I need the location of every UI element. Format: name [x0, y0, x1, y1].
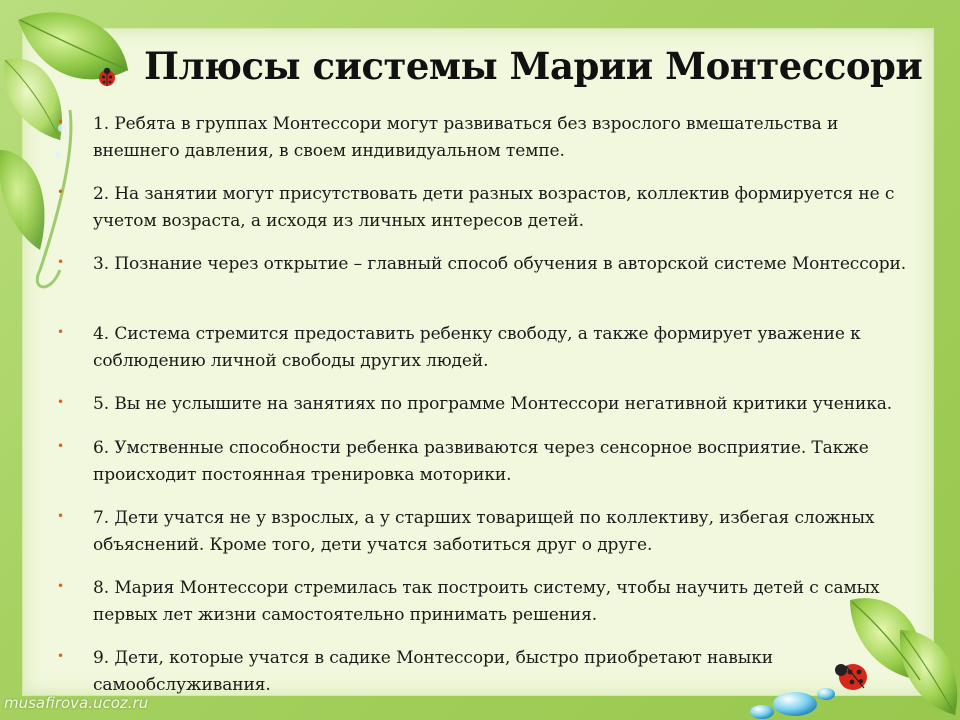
bullet-icon: • [57, 579, 64, 593]
list-item [57, 505, 913, 559]
list-item [57, 435, 913, 489]
list-item-text: 7. Дети учатся не у взрослых, а у старших товарищей по коллективу, избегая сложных объяснений. Кроме того, дети учатся заботиться друг о друге. [93, 508, 875, 555]
list-item-text: 4. Система стремится предоставить ребенку свободу, а также формирует уважение к соблюдению личной свободы других людей. [93, 324, 861, 371]
list-item [57, 391, 913, 418]
bullet-icon: • [57, 509, 64, 523]
bullet-icon: • [57, 649, 64, 663]
bullet-icon: • [57, 255, 64, 269]
list-item [57, 181, 913, 235]
list-item-text: 2. На занятии могут присутствовать дети разных возрастов, коллектив формируется не с учетом возраста, а исходя из личных интересов детей. [93, 184, 895, 231]
list-item-text: 5. Вы не услышите на занятиях по программе Монтессори негативной критики ученика. [93, 394, 893, 414]
page-title: Плюсы системы Марии Монтессори [144, 44, 923, 88]
bullet-icon: • [57, 185, 64, 199]
bullet-icon: • [57, 325, 64, 339]
bullet-icon: • [57, 439, 64, 453]
water-drops-icon [740, 680, 850, 720]
bullet-icon: • [57, 115, 64, 129]
list-item-text: 1. Ребята в группах Монтессори могут развиваться без взрослого вмешательства и внешнего давления, в своем индивидуальном темпе. [93, 114, 839, 161]
list-item [57, 321, 913, 375]
list-item [57, 251, 913, 278]
list-item-text: 6. Умственные способности ребенка развиваются через сенсорное восприятие. Также происходит постоянная тренировка моторики. [93, 438, 869, 485]
list-item-text: 3. Познание через открытие – главный способ обучения в авторской системе Монтессори. [93, 254, 907, 274]
list-item-text: 9. Дети, которые учатся в садике Монтессори, быстро приобретают навыки самообслуживания. [93, 648, 773, 695]
list-item-text: 8. Мария Монтессори стремилась так построить систему, чтобы научить детей с самых первых лет жизни самостоятельно принимать решения. [93, 578, 880, 625]
list-item [57, 111, 913, 165]
footer-source: musafirova.ucoz.ru [4, 694, 149, 712]
bullet-icon: • [57, 395, 64, 409]
